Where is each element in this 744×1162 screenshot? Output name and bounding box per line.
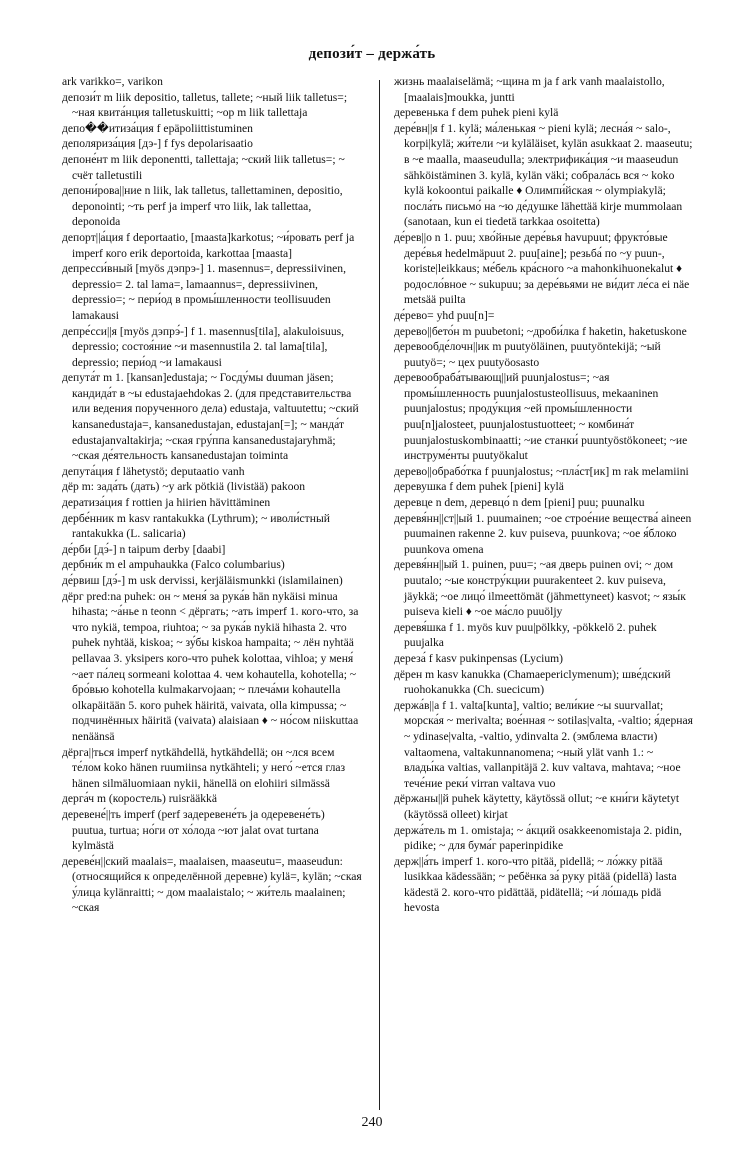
dictionary-entry: депони́рова||ние n liik, lak talletus, tallettaminen, depositio, deponointi; ~ть perf ja imperf что liik, lak tallettaa, deponoida bbox=[62, 184, 343, 229]
dictionary-entry: дёр m: зада́ть (дать) ~у ark pötkiä (livistää) pakoon bbox=[62, 480, 306, 494]
dictionary-entry: дёрг pred:na puhek: он ~ меня́ за рука́в hän nykäisi minua hihasta; ~а́нье n teonn < дёргать; ~ать imperf 1. кого-что, за что nykiä, tempoa, riuhtoa; ~ за рука́в nykiä hihasta 2. что puhek nyhtää, kiskoa; ~ зу́бы kiskoa hampaita; ~ лён nyhtää pellavaa 3. yksipers кого-что puhek kolottaa, vihloa; у меня́ ~ает па́лец sormeani kolottaa 4. чем kohautella, kohotella; ~ бро́вью kohotella kulmakarvojaan; ~ плеча́ми kohautella olkapäitään 5. кого puhek häiritä, vaivata, olla kimpussa; ~ подчинённых häiritä (vaivata) alaisiaan ♦ ~ но́сом niiskuttaa nenäänsä bbox=[62, 589, 359, 743]
dictionary-entry: дёржаны||й puhek käytetty, käytössä ollut; ~е кни́ги käytetyt (käytössä olleet) kirjat bbox=[394, 792, 680, 821]
running-header: депози́т – держа́ть bbox=[308, 46, 436, 62]
dictionary-entry: деревушка f dem puhek [pieni] kylä bbox=[394, 480, 564, 494]
dictionary-entry: депута́т m 1. [kansan]edustaja; ~ Госду́мы duuman jäsen; кандида́т в ~ы edustajaehdokas 2. (для представительства или ведения порученного дела) edustaja, valtuutettu; ~ский kansanedustaja=, kansanedustajan, edustajan[=]; ~ манда́т edustajanvaltakirja; ~ская гру́ппа kansanedustajaryhmä; ~ская де́ятельность kansanedustajan toiminta bbox=[62, 371, 359, 463]
dictionary-entry: депози́т m liik depositio, talletus, tallete; ~ный liik talletus=; ~ная квита́нция talletuskuitti; ~ор m liik tallettaja bbox=[62, 90, 348, 120]
dictionary-entry: деревенька f dem puhek pieni kylä bbox=[394, 106, 559, 120]
left-column bbox=[62, 74, 362, 916]
dictionary-entry: деревя́нн||ст||ый 1. puumainen; ~ое строе́ние вещества́ aineen puumainen rakenne 2. kuv puiseva, puunkova; ~ое я́блоко puunkova omena bbox=[394, 511, 692, 556]
dictionary-entry: деревя́шка f 1. myös kuv puu|pölkky, -pökkelö 2. puhek puujalka bbox=[394, 620, 657, 650]
dictionary-entry: держа́тель m 1. omistaja; ~ а́кций osakkeenomistaja 2. pidin, pidike; ~ для бума́г paperinpidike bbox=[394, 823, 682, 853]
dictionary-entry: деревя́нн||ый 1. puinen, puu=; ~ая дверь puinen ovi; ~ дом puutalo; ~ые констру́кции puurakenteet 2. kuv puiseva, jäykkä; ~ое лицо́ ilmeettömät (jähmettyneet) kasvot; ~ язы́к puiseva kieli ♦ ~ое ма́сло puuöljy bbox=[394, 558, 686, 619]
dictionary-entry: депорт||а́ция f deportaatio, [maasta]karkotus; ~и́ровать perf ja imperf кого erik deportoida, karkottaa [maasta] bbox=[62, 230, 355, 260]
dictionary-entry: де́рби [дэ́-] n taipum derby [daabi] bbox=[62, 542, 226, 556]
dictionary-entry: де́рев||о n 1. puu; хво́йные дере́вья havupuut; фрукто́вые дере́вья hedelmäpuut 2. puu[aine]; резьба́ по ~у puun-, koriste|leikkaus; ме́бель кра́сного ~а mahonkihuonekalut ♦ родосло́вное ~ sukupuu; за дере́вьями не ви́дит ле́са ei näe metsää puilta bbox=[394, 230, 690, 307]
dictionary-entry: депресси́вный [myös дэпрэ-] 1. masennus=, depressiivinen, depressio= 2. tal lama=, lamaannus=, depressiivinen, depressio=; ~ пери́од в промы́шленности teollisuuden lamakausi bbox=[62, 262, 347, 322]
dictionary-entry: деревце n dem, деревцо́ n dem [pieni] puu; puunalku bbox=[394, 496, 645, 510]
dictionary-entry: держ||а́ть imperf 1. кого-что pitää, pidellä; ~ ло́жку pitää lusikkaa kädessään; ~ ребёнка за́ руку pitää (pidellä) lasta kädestä 2. кого-что pidättää, pidätellä; ~и́ ло́шадь pidä hevosta bbox=[394, 854, 677, 915]
dictionary-entry: депута́ция f lähetystö; deputaatio vanh bbox=[62, 464, 245, 478]
dictionary-entry: деревене́||ть imperf (perf задеревене́ть ja одеревене́ть) puutua, turtua; но́ги от хо́лода ~ют jalat ovat turtana kylmästä bbox=[62, 807, 325, 853]
dictionary-entry: дерга́ч m (коростель) ruisrääkkä bbox=[62, 792, 217, 806]
dictionary-entry: дербе́нник m kasv rantakukka (Lythrum); ~ иволи́стный rantakukka (L. salicaria) bbox=[62, 511, 330, 541]
dictionary-entry: депо��итиза́ция f epäpoliittistuminen bbox=[62, 121, 253, 135]
page-number: 240 bbox=[361, 1115, 383, 1130]
dictionary-entry: депре́сси||я [myös дэпрэ́-] f 1. masennus[tila], alakuloisuus, depressio; состоя́ние ~и masennustila 2. tal lama[tila], depressio; пери́од ~и lamakausi bbox=[62, 324, 345, 369]
dictionary-entry: дереза́ f kasv pukinpensas (Lycium) bbox=[394, 651, 564, 665]
dictionary-entry: дератиза́ция f rottien ja hiirien hävittäminen bbox=[62, 496, 271, 510]
dictionary-entry: дерево||бето́н m puubetoni; ~дроби́лка f haketin, haketuskone bbox=[394, 324, 687, 338]
dictionary-entry: дереве́н||ский maalais=, maalaisen, maaseutu=, maaseudun: (относящийся к определённой деревне) kylä=, kylän; ~ская у́лица kylänraitti; ~ дом maalaistalo; ~ жи́тель maalainen; ~ская bbox=[62, 854, 362, 915]
dictionary-entry: дёрга||ться imperf nytkähdellä, hytkähdellä; он ~лся всем те́лом koko hänen ruumiinsa nytkähteli; у него́ ~ется глаз hänen silmäluomiaan nykii, hänellä on elohiiri silmässä bbox=[62, 745, 346, 790]
dictionary-entry: жизнь maalaiselämä; ~щина m ja f ark vanh maalaistollo, [maalais]moukka, juntti bbox=[394, 75, 665, 104]
dictionary-entry: дёрен m kasv kanukka (Chamaepericlymenum); шве́дский ruohokanukka (Ch. suecicum) bbox=[394, 667, 671, 697]
dictionary-entry: дерево||обрабо́тка f puunjalostus; ~пла́ст[ик] m rak melamiini bbox=[394, 464, 689, 478]
dictionary-entry: деревообраба́тывающ||ий puunjalostus=; ~ая промы́шленность puunjalostusteollisuus, mekaaninen puunjalostus; проду́кция ~ей промы́шленности puu[n]jalosteet, puunjalostustuotteet; ~ комбина́т puunjalostuskombinaatti; ~ие станки́ puuntyöstökoneet; ~ие инструме́нты puutyökalut bbox=[394, 371, 688, 463]
dictionary-entry: деревообде́лочн||ик m puutyöläinen, puutyöntekijä; ~ый puutyö=; ~ цех puutyöosasto bbox=[394, 340, 661, 369]
column-divider bbox=[379, 80, 380, 1110]
dictionary-entry: ark varikko=, varikon bbox=[62, 75, 163, 88]
dictionary-entry: депоне́нт m liik deponentti, tallettaja; ~ский liik talletus=; ~ счёт talletustili bbox=[62, 152, 345, 182]
dictionary-entry: дере́вн||я f 1. kylä; ма́ленькая ~ pieni kylä; лесна́я ~ salo-, korpi|kylä; жи́тели ~и kyläläiset, kylän asukkaat 2. maaseutu; в ~е maalla, maaseudulla; электрифика́ция ~и maaseudun sähköistäminen 3. kylä, kylän väki; собрала́сь вся ~ koko kylä kokoontui paikalle ♦ Олимпи́йская ~ olympiakylä; посла́ть письмо́ на ~ю де́душке lähettää kirje mummolaan (sanotaan, kun ei tiedetä tarkkaa osoitetta) bbox=[394, 121, 693, 229]
dictionary-entry: держа́в||а f 1. valta[kunta], valtio; вели́кие ~ы suurvallat; морска́я ~ merivalta; вое́нная ~ sotilas|valta, -valtio; я́дерная ~ ydinase|valta, -valtio, ydinvalta 2. (эмблема власти) valtaomena, valtakunnanomena; ~ный ylät vanh 1.: ~ влады́ка valtias, vallanpitäjä 2. kuv valtava, mahtava; ~ное тече́ние реки́ virran valtava vuo bbox=[394, 698, 693, 790]
dictionary-entry: де́рвиш [дэ́-] m usk dervissi, kerjäläismunkki (islamilainen) bbox=[62, 574, 343, 587]
dictionary-entry: де́рево= yhd puu[n]= bbox=[394, 308, 495, 322]
dictionary-entry: дербни́к m el ampuhaukka (Falco columbarius) bbox=[62, 558, 285, 572]
right-column bbox=[394, 74, 694, 916]
dictionary-entry: деполяриза́ция [дэ-] f fys depolarisaatio bbox=[62, 137, 253, 151]
